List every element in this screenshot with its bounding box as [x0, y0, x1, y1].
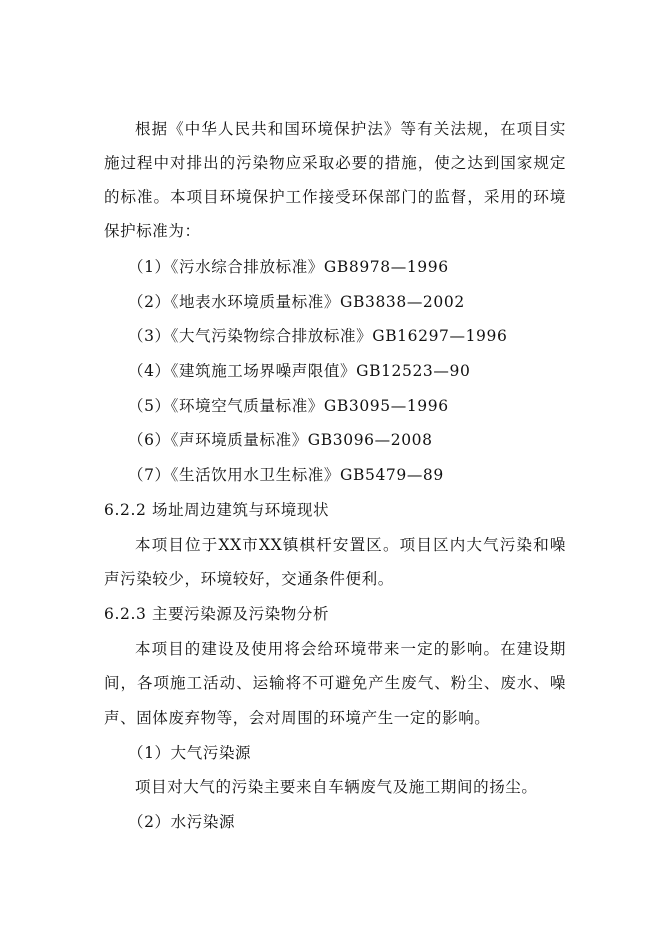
standard-item-6: （6）《声环境质量标准》GB3096—2008 [128, 431, 433, 449]
section-heading-6-2-3: 6.2.3 主要污染源及污染物分析 [104, 605, 330, 623]
intro-line-4: 保护标准为： [104, 222, 201, 240]
intro-line-2: 施过程中对排出的污染物应采取必要的措施，使之达到国家规定 [104, 154, 566, 172]
standard-item-4: （4）《建筑施工场界噪声限值》GB12523—90 [128, 362, 471, 380]
section-6-2-2-line-2: 声污染较少，环境较好，交通条件便利。 [104, 570, 394, 588]
section-heading-6-2-2: 6.2.2 场址周边建筑与环境现状 [104, 501, 330, 519]
section-6-2-2-line-1: 本项目位于XX市XX镇棋杆安置区。项目区内大气污染和噪 [135, 536, 566, 554]
pollution-source-air-text: 项目对大气的污染主要来自车辆废气及施工期间的扬尘。 [135, 778, 538, 796]
standard-item-3: （3）《大气污染物综合排放标准》GB16297—1996 [128, 327, 508, 345]
standard-item-2: （2）《地表水环境质量标准》GB3838—2002 [128, 293, 465, 311]
section-6-2-3-line-2: 间，各项施工活动、运输将不可避免产生废气、粉尘、废水、噪 [104, 674, 566, 692]
section-6-2-3-line-1: 本项目的建设及使用将会给环境带来一定的影响。在建设期 [135, 640, 566, 658]
standard-item-5: （5）《环境空气质量标准》GB3095—1996 [128, 397, 449, 415]
intro-line-1: 根据《中华人民共和国环境保护法》等有关法规，在项目实 [135, 120, 566, 138]
intro-line-3: 的标准。本项目环境保护工作接受环保部门的监督，采用的环境 [104, 188, 566, 206]
section-6-2-3-line-3: 声、固体废弃物等，会对周围的环境产生一定的影响。 [104, 709, 491, 727]
pollution-source-water-title: （2）水污染源 [128, 813, 236, 831]
pollution-source-air-title: （1）大气污染源 [128, 744, 252, 762]
standard-item-1: （1）《污水综合排放标准》GB8978—1996 [128, 258, 449, 276]
standard-item-7: （7）《生活饮用水卫生标准》GB5479—89 [128, 466, 444, 484]
